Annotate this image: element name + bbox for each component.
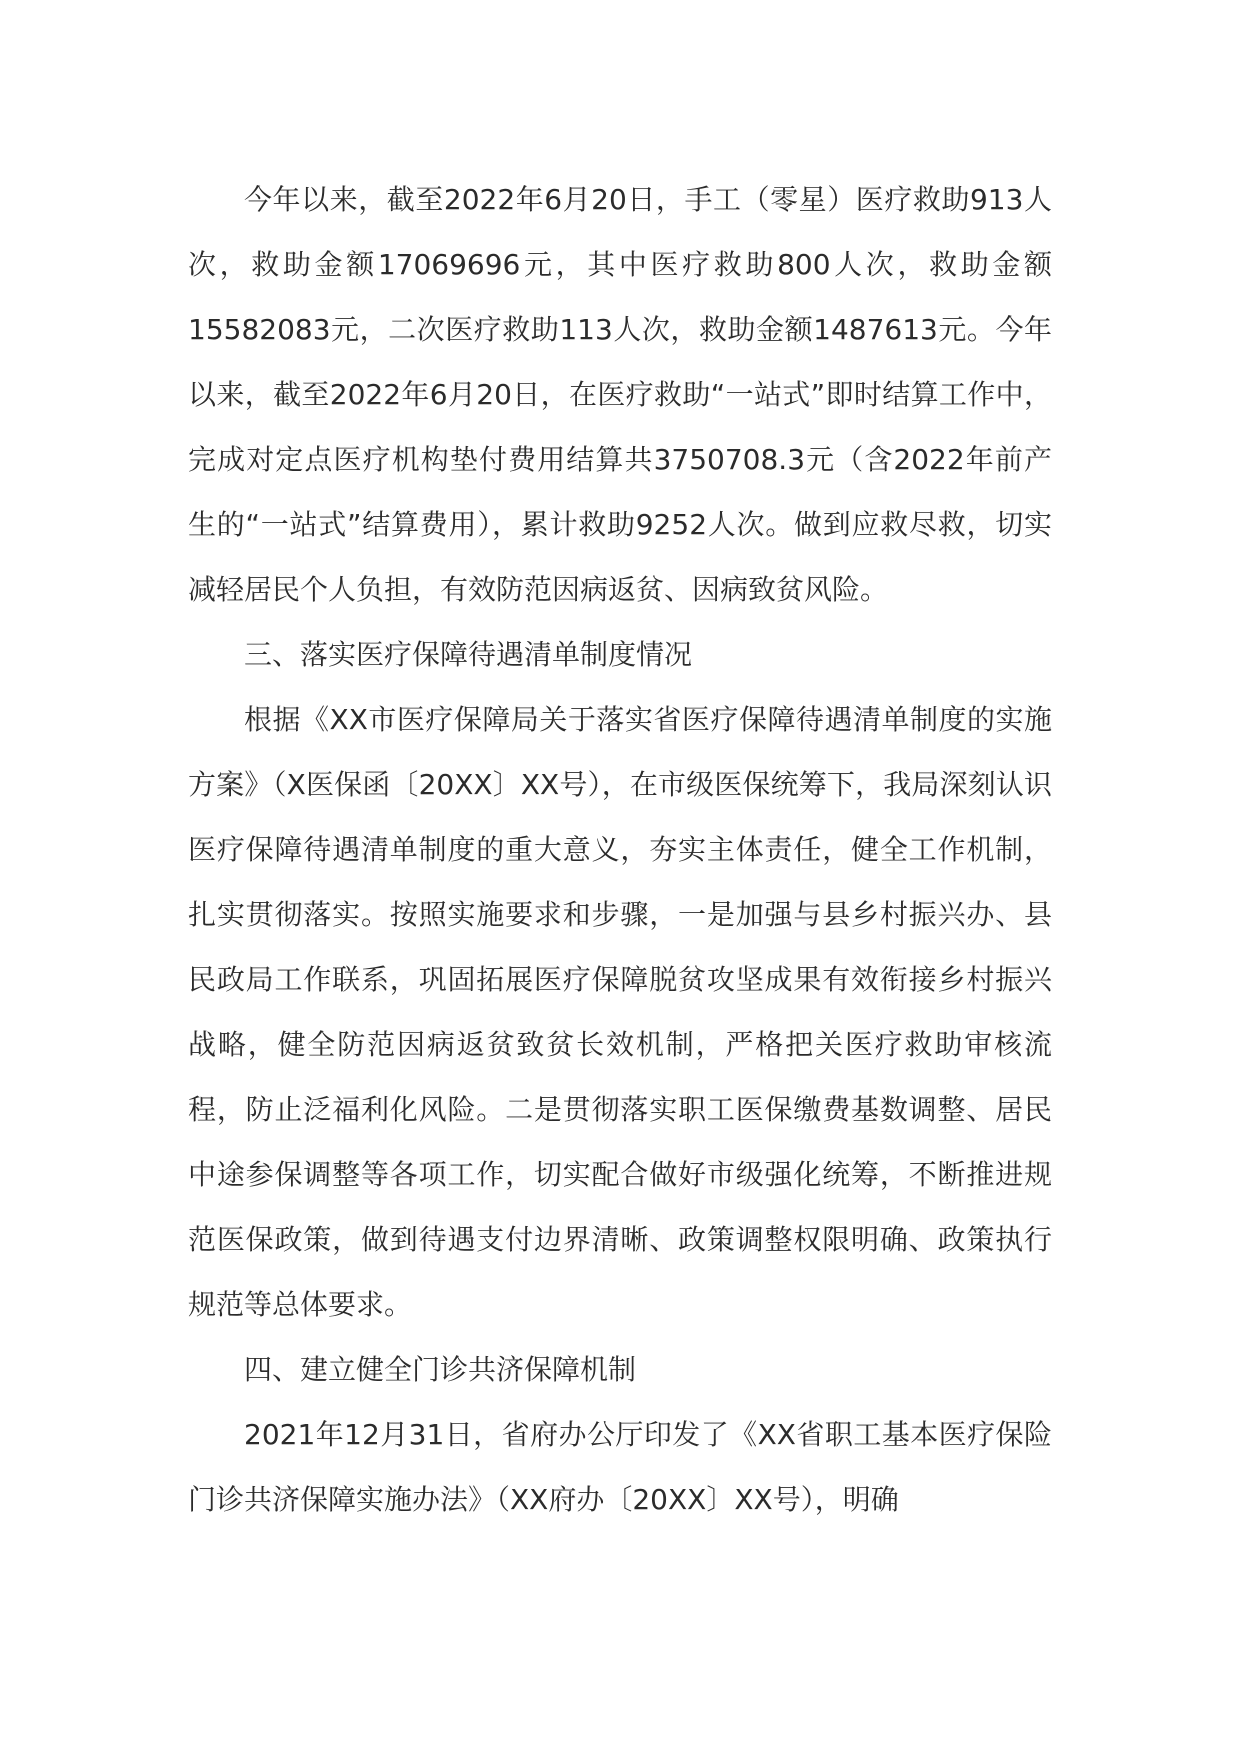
paragraph-medical-aid-statistics: 今年以来，截至2022年6月20日，手工（零星）医疗救助913人次，救助金额17069696元，其中医疗救助800人次，救助金额15582083元，二次医疗救助113人次，救助金额1487613元。今年以来，截至2022年6月20日，在医疗救助“一站式”即时结算工作中，完成对定点医疗机构垫付费用结算共3750708.3元（含2022年前产生的“一站式”结算费用），累计救助9252人次。做到应救尽救，切实减轻居民个人负担，有效防范因病返贫、因病致贫风险。 bbox=[188, 183, 1052, 606]
paragraph-benefit-list-system: 根据《XX市医疗保障局关于落实省医疗保障待遇清单制度的实施方案》（X医保函〔20XX〕XX号），在市级医保统筹下，我局深刻认识医疗保障待遇清单制度的重大意义，夯实主体责任，健全工作机制，扎实贯彻落实。按照实施要求和步骤，一是加强与县乡村振兴办、县民政局工作联系，巩固拓展医疗保障脱贫攻坚成果有效衔接乡村振兴战略，健全防范因病返贫致贫长效机制，严格把关医疗救助审核流程，防止泛福利化风险。二是贯彻落实职工医保缴费基数调整、居民中途参保调整等各项工作，切实配合做好市级强化统筹，不断推进规范医保政策，做到待遇支付边界清晰、政策调整权限明确、政策执行规范等总体要求。 bbox=[188, 703, 1052, 1321]
section-heading-4: 四、建立健全门诊共济保障机制 bbox=[244, 1353, 637, 1386]
document-body bbox=[188, 167, 1052, 1532]
section-heading-3: 三、落实医疗保障待遇清单制度情况 bbox=[244, 638, 693, 671]
paragraph-outpatient-mutual-aid: 2021年12月31日，省府办公厅印发了《XX省职工基本医疗保险门诊共济保障实施办法》（XX府办〔20XX〕XX号），明确 bbox=[188, 1418, 1052, 1516]
